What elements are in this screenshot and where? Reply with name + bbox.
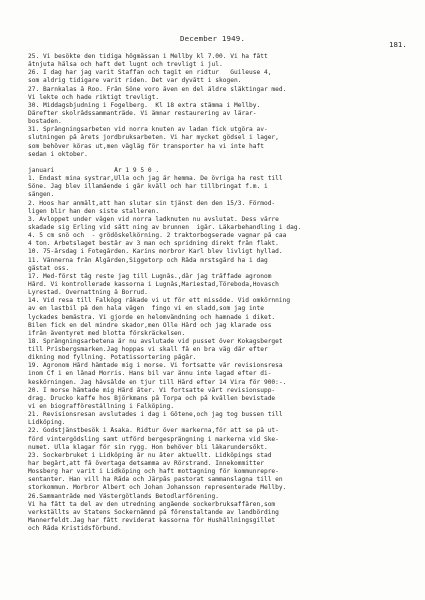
text-line: vi en biografföreställning i Falköping. (28, 403, 175, 411)
text-line: till Prisbergsmarken.Jag hoppas vi skall få en bra väg där efter (28, 346, 268, 354)
text-line: ligen blir han den siste stalleren. (28, 207, 160, 215)
text-line: Mannerfeldt.Jag har fått reviderat kassorna för Hushållningsgillet (28, 517, 276, 525)
text-line: Lyrestad. Övernattning å Borrud. (28, 289, 148, 297)
text-line: 14. Vid resa till Falköpg råkade vi ut för ett missöde. Vid omkörnning (28, 297, 291, 305)
text-line: sängen. (28, 191, 55, 199)
text-line: som behöver köras ut,men vägläg för transporter ha vi inte haft (28, 142, 264, 150)
text-line: 27. Barnkalas å Roo. Från Söne voro även en del äldre släktingar med. (28, 85, 287, 93)
text-line: keskörningen. Jag hävsålde en tjur till Hård efter 14 Vira för 900:-. (28, 378, 287, 386)
text-line: sedan i oktober. (28, 150, 88, 158)
text-line: januari År 1 9 5 0 . (28, 166, 160, 174)
text-line: dikning mod fyllning. Potatissortering pågår. (28, 354, 197, 362)
text-line: 10. 75-årsdag i Fotegården. Karins morbror Karl blev livligt hyllad. (28, 248, 283, 256)
text-line: Lidköping. (28, 419, 66, 427)
text-line: 1. Endast mina systrar,Ulla och jag är hemma. De övriga ha rest till (28, 175, 283, 183)
text-line: bostaden. (28, 118, 62, 126)
text-line: 4. 5 cm snö och - grödöskelkörning. 2 traktorbogserade vagnar på caa (28, 232, 287, 240)
text-line: Hård. Vi kontrollerade kassorna i Lugnås,Mariestad,Töreboda,Hovasch (28, 280, 279, 288)
text-line: Vi ha fått ta del av den utredning angående sockerbruksaffären,som (28, 500, 276, 508)
text-line: lyckades bemästra. Vi gjorde en helomvändning och hamnade i diket. (28, 313, 276, 321)
text-line: 11. Vännerna från Ålgården,Siggetorp och Råda mrstsgård ha i dag (28, 256, 268, 264)
text-line: Söne. Jag blev illamående i går kväll och har tillbringat f.m. i (28, 183, 268, 191)
text-line: gästat oss. (28, 264, 70, 272)
text-line: 19. Agronom Hård hämtade mig i morse. Vi fortsatte vår revisionsresa (28, 362, 283, 370)
text-line: 31. Sprängningsarbeten vid norra knuten av ladan fick utgöra av- (28, 126, 268, 134)
text-line: 23. Sockerbruket i Lidköping är nu åter aktuellt. Lidköpings stad (28, 451, 272, 459)
text-line: 25. Vi besökte den tidiga högmässan i Mellby kl 7.00. Vi ha fått (28, 53, 268, 60)
document-header-date: December 1949. (180, 34, 246, 43)
page-number: 181. (389, 40, 407, 49)
text-line: verkställts av Statens Sockernämnd på förenstaltande av landbörding (28, 508, 279, 516)
text-line: 3. Avloppet under vägen vid norra ladknuten nu avslutat. Dess värre (28, 215, 279, 223)
text-line: Därefter skolrådssammanträde. Vi ämnar restaurering av lärar- (28, 109, 257, 117)
text-line: 22. Godstjänstbesök i Åsaka. Ridtur över markerna,för att se på ut- (28, 427, 279, 435)
text-line: som aldrig tidigare varit riden. Det var dyvått i skogen. (28, 77, 242, 85)
text-line: Mossberg har varit i Lidköping och haft mottagning för kommunrepre- (28, 468, 279, 476)
text-line: av en lastbil på den hala vägen fingo vi en sladd,som jag inte (28, 305, 264, 313)
text-line: 30. Middagsbjudning i Fogelberg. Kl 18 extra stämma i Mellby. (28, 101, 261, 109)
text-line: inom Cf i en lånad Morris. Hans bil var ännu inte lagad efter di- (28, 370, 272, 378)
text-line (28, 159, 416, 167)
text-line: 26. I dag har jag varit Staffan och tagit en ridtur Guileuse 4, (28, 69, 272, 77)
text-line: Bilen fick en del mindre skador,men Olle Hård och jag klarade oss (28, 321, 272, 329)
text-line: har begärt,att få övertaga detsamma av Rörstrand. Innekommitter (28, 460, 264, 468)
document-body (28, 53, 416, 533)
text-line: 20. I morse hämtade mig Hård åter. Vi fortsatte vårt revisionsupp- (28, 386, 276, 394)
text-line: Vi lekte och hade riktigt trevligt. (28, 93, 160, 101)
text-line: och Råda Kristidsförbund. (28, 525, 122, 533)
text-line: sentanter. Han vill ha Råda och Järpås pastorat sammanslagna till en (28, 476, 283, 484)
text-line: 21. Revisionsresan avslutades i dag i Götene,och jag tog bussen till (28, 411, 283, 419)
text-line: slutningen på årets jordbruksarbeten. Vi har mycket gödsel i lager, (28, 134, 279, 142)
text-line: 2. Hoos har anmält,att han slutar sin tjänst den den 15/3. Förmod- (28, 199, 276, 207)
text-line: förd vintergödsling samt utförd bergesprängning i markerna vid Ske- (28, 435, 279, 443)
text-line: åtnjuta hälsa och haft det lugnt och trevligt i jul. (28, 61, 223, 69)
text-line: numet. Ulla klagar för sin rygg. Hon behöver bli läkarundersökt. (28, 443, 268, 451)
text-line: 26.Sammanträde med Västergötlands Betodlarförening. (28, 492, 220, 500)
text-line: 4 ton. Arbetslaget består av 3 man och spridning direkt från flakt. (28, 240, 279, 248)
text-line: skadade sig Erling vid sätt ning av brunnen igår. Läkarbehandling i dag. (28, 223, 302, 231)
text-line: drag. Drucko kaffe hos Björkmans på Torpa och på kvällen bevistade (28, 394, 276, 402)
text-line: ifrån äventyret med blotta förskräckelsen. (28, 329, 186, 337)
text-line: storkommun. Morbror Albert och Johan Johansson representerade Mellby. (28, 484, 287, 492)
text-line: 18. Sprängningsarbetena är nu avslutade vid pusset över Kokagsberget (28, 337, 283, 345)
text-line: 17. Med-först tåg reste jag till Lugnås.,där jag träffade agronom (28, 272, 272, 280)
